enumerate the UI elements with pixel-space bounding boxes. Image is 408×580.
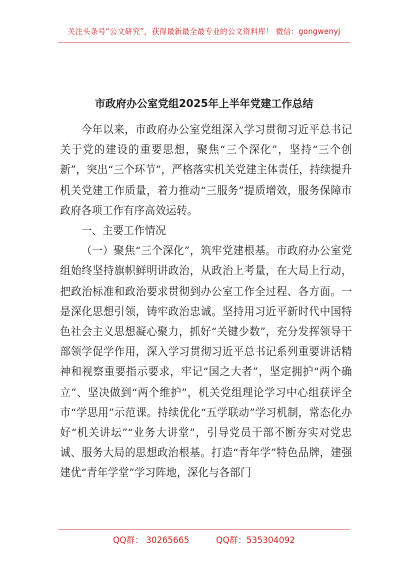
footer — [0, 534, 408, 546]
section-paragraph: （一）聚焦“三个深化”，筑牢党建根基。市政府办公室党组始终坚持旗帜鲜明讲政治，从政治上考量，在大局上行动，把政治标准和政治要求贯彻到办公室工作全过程、各方面。一是深化思想引领，铸牢政治忠诚。坚持用习近平新时代中国特色社会主义思想凝心聚力，抓好“关键少数”，充分发挥领导干部领学促学作用，深入学习贯彻习近平总书记系列重要讲话精神和视察重要指示要求，牢记“国之大者”，坚定拥护“两个确立”、坚决做到“两个维护”，机关党组理论学习中心组获评全市“学思用”示范课。持续优化“五学联动”学习机制，常态化办好“机关讲坛”“业务大讲堂”，引导党员干部不断夯实对党忠诚、服务大局的思想政治根基。打造“青年学”特色品牌，建强建优“青年学堂”学习阵地，深化与各部门 — [60, 245, 352, 480]
footer-qq-group-2: QQ群：535304092 — [216, 536, 296, 546]
header-divider — [58, 42, 350, 43]
section-heading: 一、主要工作情况 — [81, 225, 166, 238]
document-title: 市政府办公室党组2025年上半年党建工作总结 — [94, 98, 314, 110]
intro-paragraph: 今年以来，市政府办公室党组深入学习贯彻习近平总书记关于党的建设的重要思想，聚焦“三个深化”，坚持“三个创新”，突出“三个环节”，严格落实机关党建主体责任，持续提升机关党建工作质量，着力推动“三服务”提质增效，服务保障市政府各项工作有序高效运转。 — [60, 124, 352, 217]
header-banner: 关注头条号“公文研究”，获得最新最全最专业的公文资料库！ 微信：gongwenyj — [67, 27, 341, 36]
footer-divider — [58, 529, 350, 530]
footer-qq-group-1: QQ群： 30265665 — [112, 536, 190, 546]
document-body — [60, 120, 352, 484]
